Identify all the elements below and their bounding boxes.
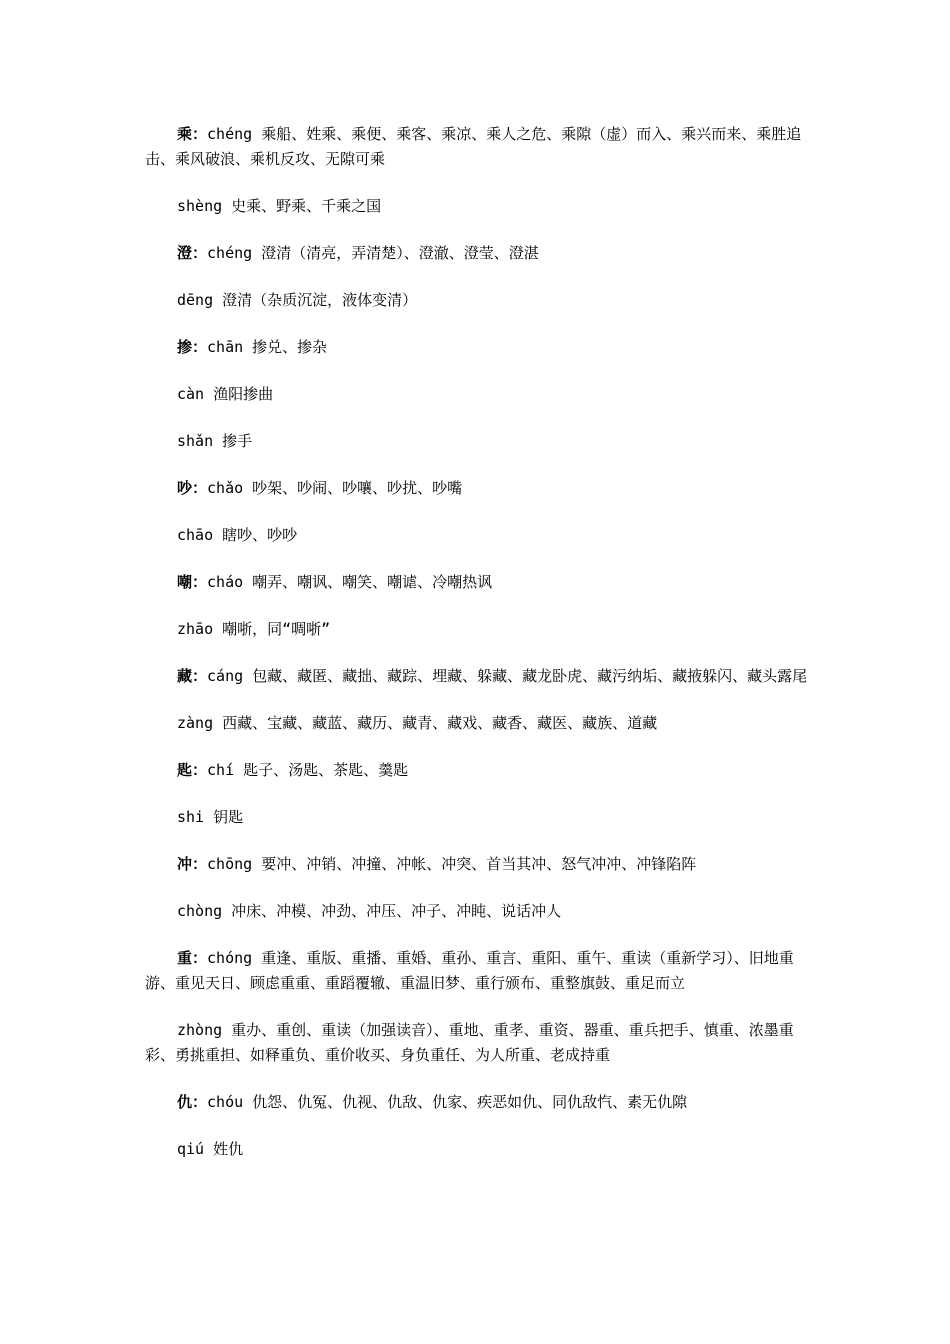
- entry-paragraph: [145, 241, 815, 266]
- entry-reading-text: chāo 瞎吵、吵吵: [177, 526, 298, 544]
- entry-paragraph: [145, 805, 815, 830]
- entry-character: 匙：: [177, 761, 208, 779]
- entry-reading-text: zhòng 重办、重创、重读（加强读音）、重地、重孝、重资、器重、重兵把手、慎重、浓墨重彩、勇挑重担、如释重负、重价收买、身负重任、为人所重、老成持重: [145, 1021, 794, 1064]
- entry-reading-text: chān 掺兑、掺杂: [207, 338, 328, 356]
- entry-reading-text: shèng 史乘、野乘、千乘之国: [177, 197, 382, 215]
- entry-paragraph: [145, 1018, 815, 1068]
- entry-reading-text: chí 匙子、汤匙、茶匙、羹匙: [207, 761, 409, 779]
- entry-paragraph: [145, 523, 815, 548]
- entry-paragraph: [145, 758, 815, 783]
- entry-character: 乘：: [177, 125, 208, 143]
- entry-paragraph: [145, 429, 815, 454]
- entry-paragraph: [145, 1137, 815, 1162]
- entry-reading-text: shǎn 掺手: [177, 432, 253, 450]
- entry-paragraph: [145, 617, 815, 642]
- entry-reading-text: shi 钥匙: [177, 808, 244, 826]
- entry-reading-text: zhāo 嘲哳，同“啁哳”: [177, 620, 331, 638]
- entry-reading-text: chóu 仇怨、仇冤、仇视、仇敌、仇家、疾恶如仇、同仇敌忾、素无仇隙: [207, 1093, 688, 1111]
- entry-character: 重：: [177, 949, 208, 967]
- entry-reading-text: chǎo 吵架、吵闹、吵嚷、吵扰、吵嘴: [207, 479, 463, 497]
- entry-reading-text: chéng 乘船、姓乘、乘便、乘客、乘凉、乘人之危、乘隙（虚）而入、乘兴而来、乘胜追击、乘风破浪、乘机反攻、无隙可乘: [145, 125, 802, 168]
- entry-character: 澄：: [177, 244, 208, 262]
- entry-reading-text: càn 渔阳掺曲: [177, 385, 274, 403]
- entry-reading-text: cáng 包藏、藏匿、藏拙、藏踪、埋藏、躲藏、藏龙卧虎、藏污纳垢、藏掖躲闪、藏头露尾: [207, 667, 808, 685]
- entry-paragraph: [145, 335, 815, 360]
- entry-paragraph: [145, 664, 815, 689]
- entry-paragraph: [145, 899, 815, 924]
- document-body: [145, 122, 815, 1184]
- entry-paragraph: [145, 288, 815, 313]
- entry-paragraph: [145, 570, 815, 595]
- entry-paragraph: [145, 852, 815, 877]
- entry-paragraph: [145, 122, 815, 172]
- entry-paragraph: [145, 711, 815, 736]
- entry-character: 掺：: [177, 338, 208, 356]
- entry-reading-text: chóng 重逢、重版、重播、重婚、重孙、重言、重阳、重午、重读（重新学习）、旧地重游、重见天日、顾虑重重、重蹈覆辙、重温旧梦、重行颁布、重整旗鼓、重足而立: [145, 949, 794, 992]
- entry-paragraph: [145, 946, 815, 996]
- entry-reading-text: cháo 嘲弄、嘲讽、嘲笑、嘲谑、冷嘲热讽: [207, 573, 493, 591]
- entry-reading-text: qiú 姓仇: [177, 1140, 244, 1158]
- entry-paragraph: [145, 476, 815, 501]
- entry-character: 吵：: [177, 479, 208, 497]
- entry-paragraph: [145, 382, 815, 407]
- entry-reading-text: dēng 澄清（杂质沉淀，液体变清）: [177, 291, 418, 309]
- entry-reading-text: chōng 要冲、冲销、冲撞、冲帐、冲突、首当其冲、怒气冲冲、冲锋陷阵: [207, 855, 697, 873]
- entry-reading-text: zàng 西藏、宝藏、藏蓝、藏历、藏青、藏戏、藏香、藏医、藏族、道藏: [177, 714, 658, 732]
- entry-character: 嘲：: [177, 573, 208, 591]
- entry-reading-text: chòng 冲床、冲模、冲劲、冲压、冲子、冲盹、说话冲人: [177, 902, 562, 920]
- entry-character: 藏：: [177, 667, 208, 685]
- entry-paragraph: [145, 1090, 815, 1115]
- entry-paragraph: [145, 194, 815, 219]
- entry-character: 冲：: [177, 855, 208, 873]
- entry-reading-text: chéng 澄清（清亮，弄清楚）、澄澈、澄莹、澄湛: [207, 244, 539, 262]
- entry-character: 仇：: [177, 1093, 208, 1111]
